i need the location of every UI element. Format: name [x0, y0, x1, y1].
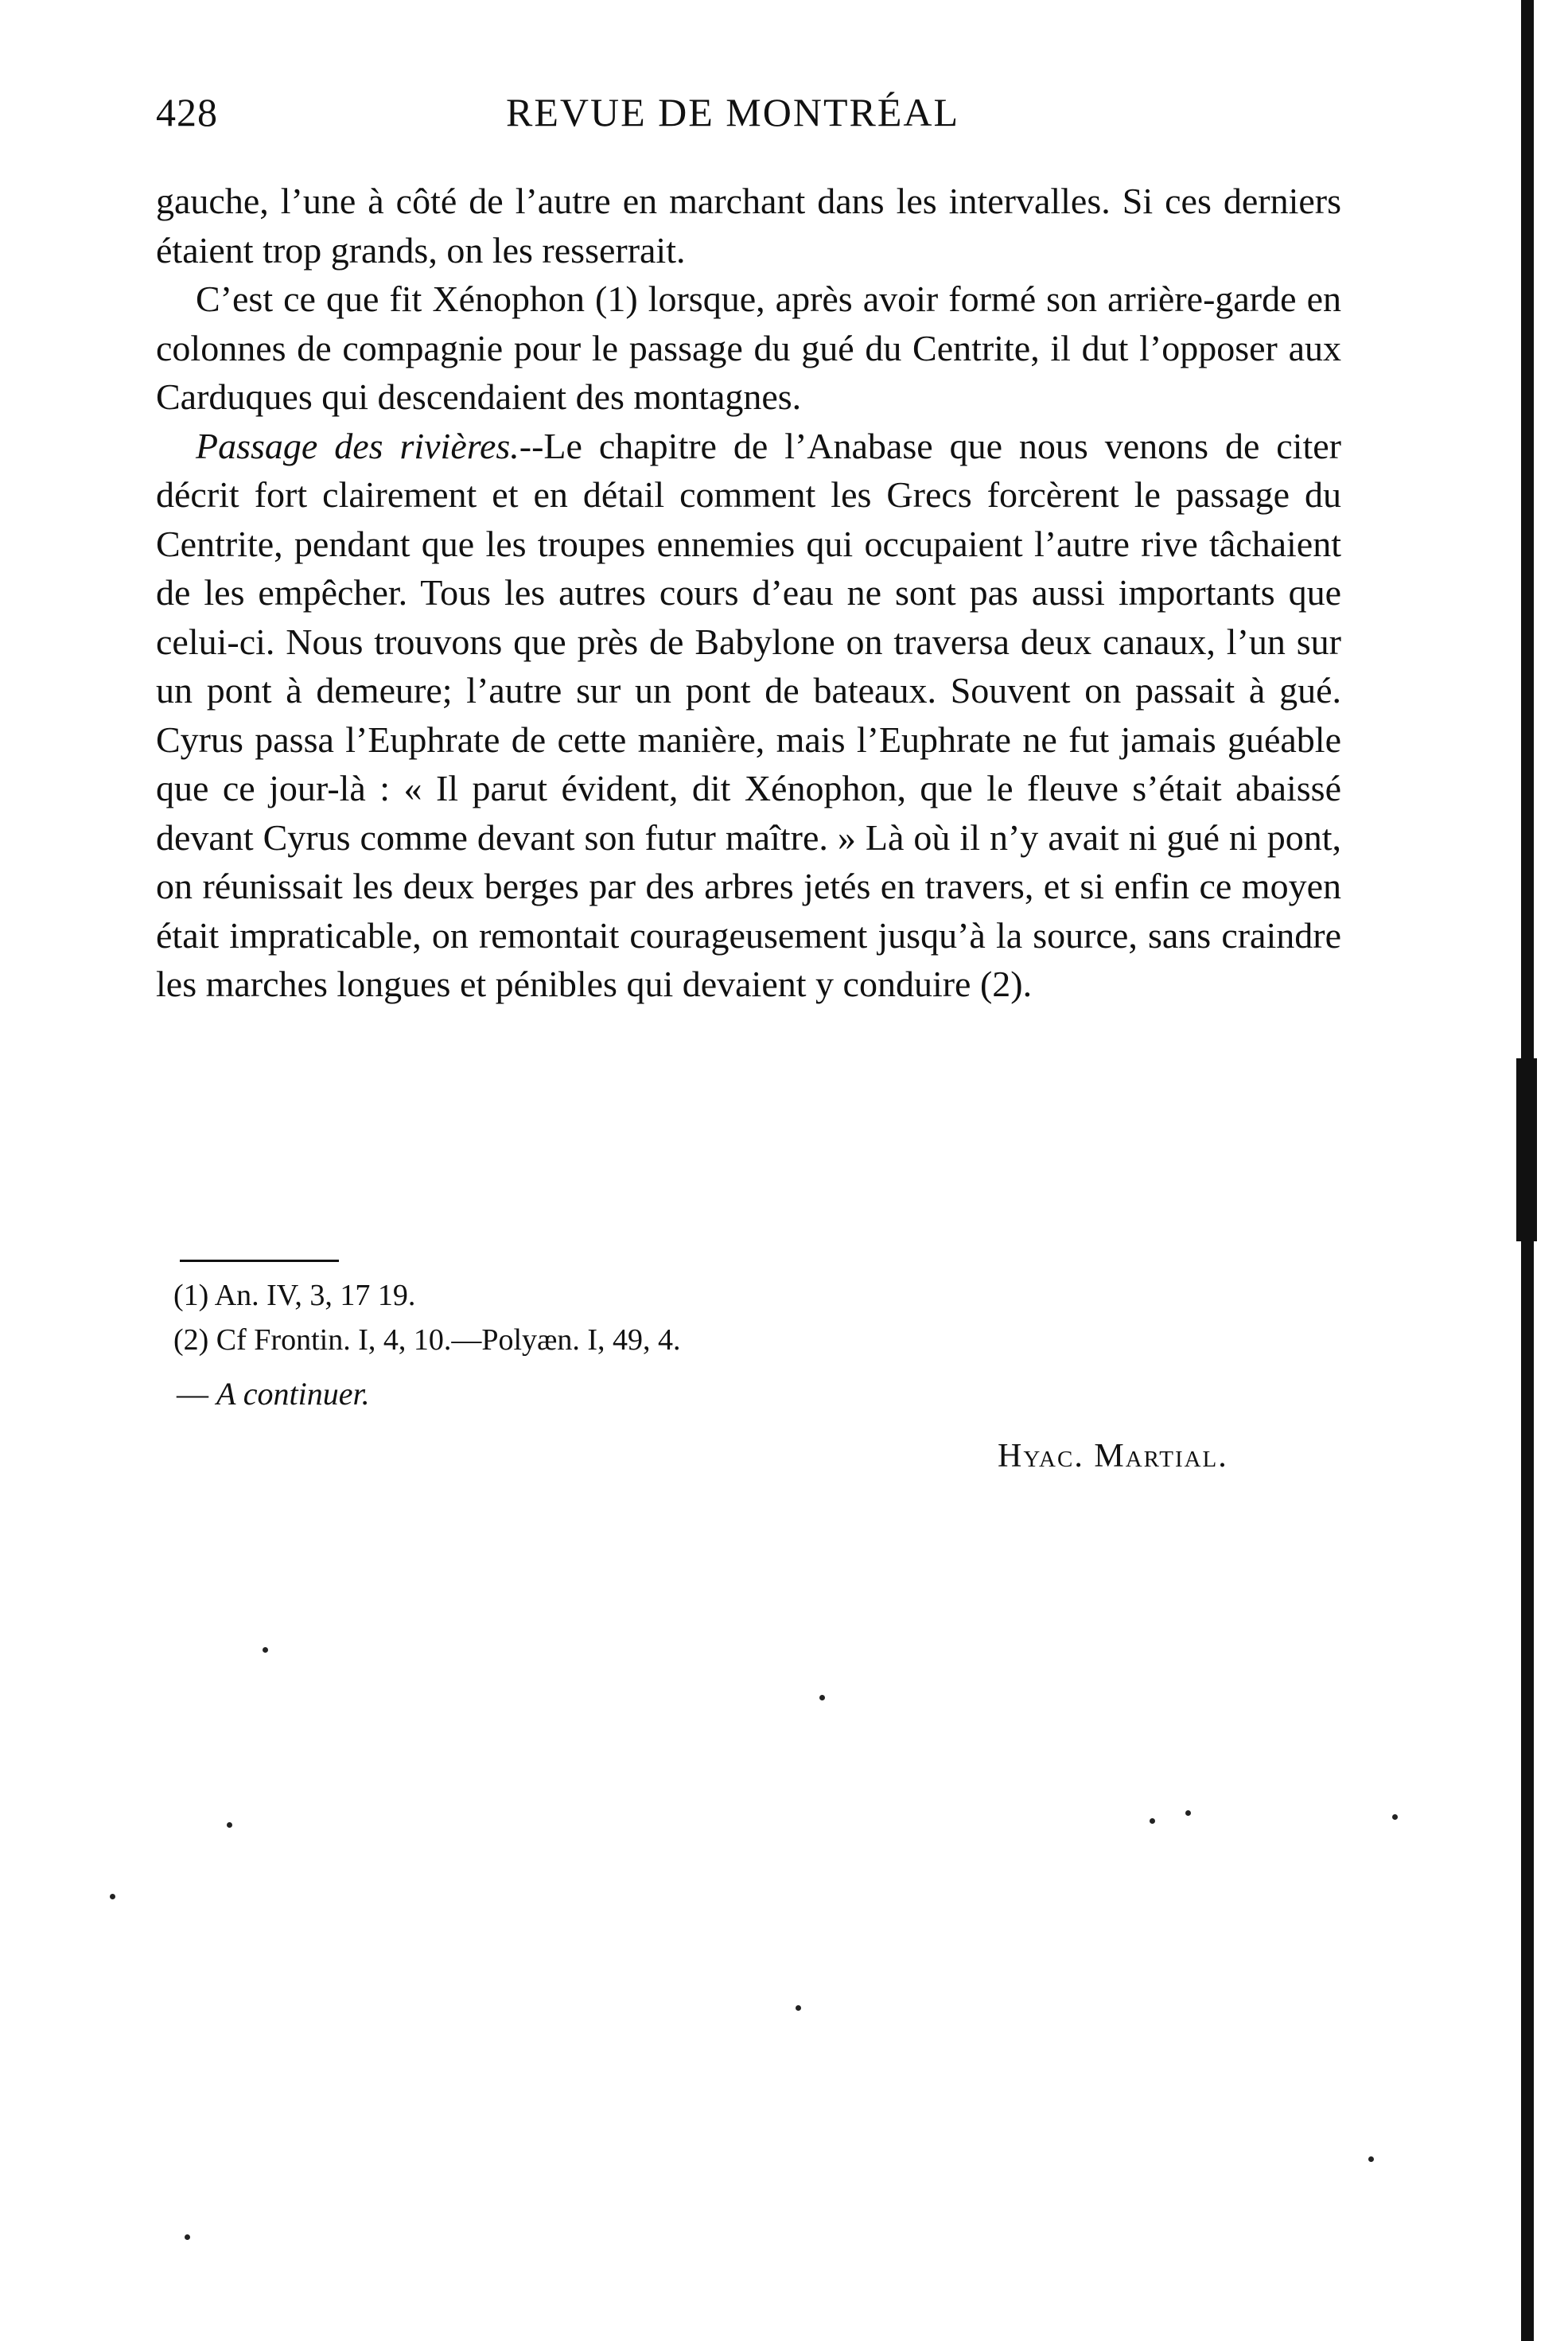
author-signature: Hyac. Martial.	[998, 1438, 1228, 1474]
scan-speck	[263, 1647, 268, 1653]
footnote-2: (2) Cf Frontin. I, 4, 10.—Polyæn. I, 49, 4.	[173, 1323, 681, 1357]
scan-speck	[819, 1695, 825, 1700]
scan-speck	[1185, 1810, 1191, 1816]
continuation-text: A continuer.	[216, 1376, 370, 1412]
scan-speck	[1150, 1818, 1155, 1824]
footnote-divider	[180, 1260, 339, 1262]
paragraph-xenophon: C’est ce que fit Xénophon (1) lorsque, après avoir formé son arrière-garde en colonnes de compagnie pour le passage du gué du Centrite, il dut l’opposer aux Carduques qui descendaient des montagnes.	[156, 279, 1341, 417]
paragraph-river-crossing	[156, 422, 1341, 1009]
continuation-dash: —	[177, 1376, 216, 1412]
continuation-note	[177, 1375, 370, 1412]
scan-speck	[1368, 2156, 1374, 2162]
section-heading: Passage des rivières.	[196, 425, 519, 466]
section-dash: --	[519, 425, 544, 466]
footnotes	[173, 1273, 1128, 1362]
scan-speck	[185, 2234, 190, 2240]
article-body	[156, 177, 1341, 1009]
scan-speck	[110, 1894, 115, 1899]
page-header	[156, 89, 1389, 145]
scan-speck	[796, 2005, 801, 2011]
footnote-1: (1) An. IV, 3, 17 19.	[173, 1279, 416, 1312]
scan-speck	[227, 1822, 232, 1828]
running-title: REVUE DE MONTRÉAL	[506, 90, 960, 134]
paragraph-continuation: gauche, l’une à côté de l’autre en marchant dans les intervalles. Si ces derniers étaient trop grands, on les resserrait.	[156, 181, 1341, 271]
section-text: Le chapitre de l’Anabase que nous venons de citer décrit fort clairement et en détail comment les Grecs forcèrent le passage du Centrite, pendant que les troupes ennemies qui occupaient l’autre rive tâchaient de les empêcher. Tous les autres cours d’eau ne sont pas aussi importants que celui-ci. Nous trouvons que près de Babylone on traversa deux canaux, l’un sur un pont à demeure; l’autre sur un pont de bateaux. Souvent on passait à gué. Cyrus passa l’Euphrate de cette manière, mais l’Euphrate ne fut jamais guéable que ce jour-là : « Il parut évident, dit Xénophon, que le fleuve s’était abaissé devant Cyrus comme devant son futur maître. » Là où il n’y avait ni gué ni pont, on réunissait les deux berges par des arbres jetés en travers, et si enfin ce moyen était impraticable, on remontait courageusement jusqu’à la source, sans craindre les marches longues et pénibles qui devaient y conduire (2).	[156, 425, 1341, 1004]
page-number: 428	[156, 90, 218, 134]
scan-edge-mark	[1516, 1058, 1537, 1241]
scan-speck	[1392, 1814, 1398, 1820]
